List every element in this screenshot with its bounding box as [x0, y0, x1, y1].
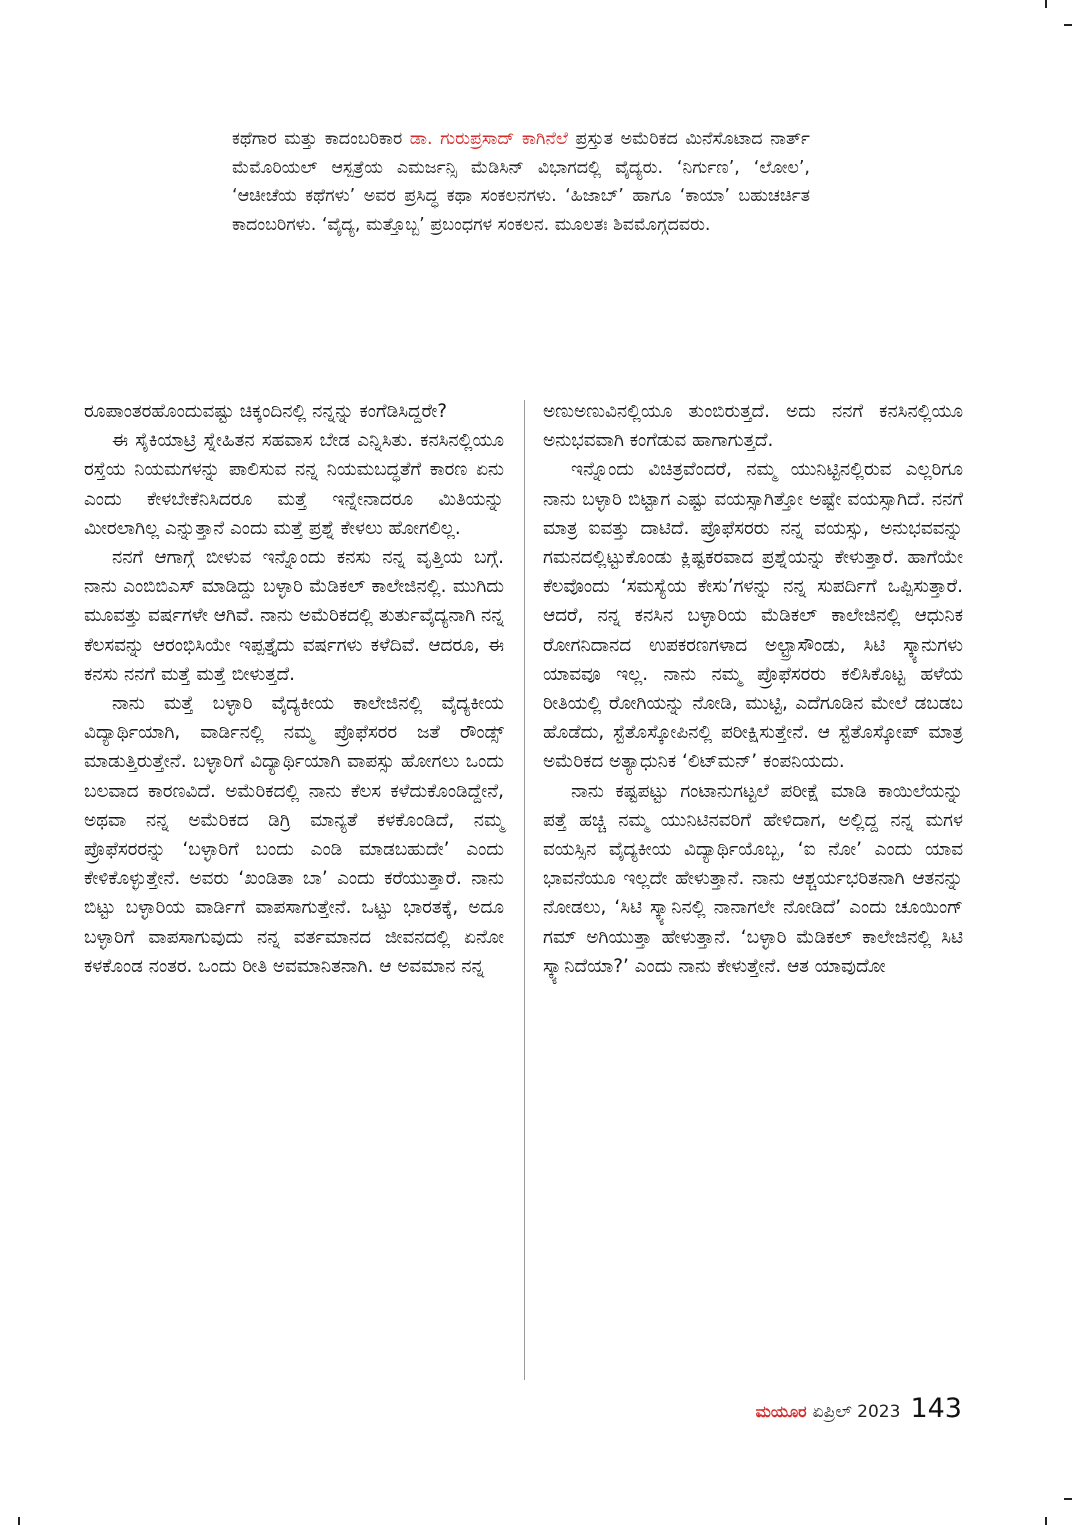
crop-mark-bottom-right — [1045, 1517, 1047, 1525]
author-name: ಡಾ. ಗುರುಪ್ರಸಾದ್ ಕಾಗಿನೆಲೆ — [409, 129, 568, 149]
page-footer — [756, 1393, 962, 1424]
issue-month: ಏಪ್ರಿಲ್ 2023 — [812, 1402, 901, 1422]
bio-details: ಪ್ರಸ್ತುತ ಅಮೆರಿಕದ ಮಿನೆಸೊಟಾದ ನಾರ್ತ್ ಮೆಮೊರಿಯಲ್ ಆಸ್ಪತ್ರೆಯ ಎಮರ್ಜನ್ಸಿ ಮೆಡಿಸಿನ್ ವಿಭಾಗದಲ್ಲಿ ವೈದ್ಯರು. ‘ನಿರ್ಗುಣ’, ‘ಲೋಲ’, ‘ಆಚೀಚೆಯ ಕಥೆಗಳು’ ಅವರ ಪ್ರಸಿದ್ಧ ಕಥಾ ಸಂಕಲನಗಳು. ‘ಹಿಜಾಬ್’ ಹಾಗೂ ‘ಕಾಯಾ’ ಬಹುಚರ್ಚಿತ ಕಾದಂಬರಿಗಳು. ‘ವೈದ್ಯ, ಮತ್ತೊಬ್ಬ’ ಪ್ರಬಂಧಗಳ ಸಂಕಲನ. ಮೂಲತಃ ಶಿವಮೊಗ್ಗದವರು. — [232, 129, 810, 235]
column-divider — [524, 400, 525, 1380]
paragraph: ಇನ್ನೊಂದು ವಿಚಿತ್ರವೆಂದರೆ, ನಮ್ಮ ಯುನಿಟ್ಟಿನಲ್ಲಿರುವ ಎಲ್ಲರಿಗೂ ನಾನು ಬಳ್ಳಾರಿ ಬಿಟ್ಟಾಗ ಎಷ್ಟು ವಯಸ್ಸಾಗಿತ್ತೋ ಅಷ್ಟೇ ವಯಸ್ಸಾಗಿದೆ. ನನಗೆ ಮಾತ್ರ ಐವತ್ತು ದಾಟಿದೆ. ಪ್ರೊಫೆಸರರು ನನ್ನ ವಯಸ್ಸು, ಅನುಭವವನ್ನು ಗಮನದಲ್ಲಿಟ್ಟುಕೊಂಡು ಕ್ಲಿಷ್ಟಕರವಾದ ಪ್ರಶ್ನೆಯನ್ನು ಕೇಳುತ್ತಾರೆ. ಹಾಗೆಯೇ ಕೆಲವೊಂದು ‘ಸಮಸ್ಯೆಯ ಕೇಸು’ಗಳನ್ನು ನನ್ನ ಸುಪರ್ದಿಗೆ ಒಪ್ಪಿಸುತ್ತಾರೆ. ಆದರೆ, ನನ್ನ ಕನಸಿನ ಬಳ್ಳಾರಿಯ ಮೆಡಿಕಲ್ ಕಾಲೇಜಿನಲ್ಲಿ ಆಧುನಿಕ ರೋಗನಿದಾನದ ಉಪಕರಣಗಳಾದ ಅಲ್ಟ್ರಾಸೌಂಡು, ಸಿಟಿ ಸ್ಕ್ಯಾನುಗಳು ಯಾವವೂ ಇಲ್ಲ. ನಾನು ನಮ್ಮ ಪ್ರೊಫೆಸರರು ಕಲಿಸಿಕೊಟ್ಟ ಹಳೆಯ ರೀತಿಯಲ್ಲಿ ರೋಗಿಯನ್ನು ನೋಡಿ, ಮುಟ್ಟಿ, ಎದೆಗೂಡಿನ ಮೇಲೆ ಡಬಡಬ ಹೊಡೆದು, ಸ್ಟೆತೊಸ್ಕೋಪಿನಲ್ಲಿ ಪರೀಕ್ಷಿಸುತ್ತೇನೆ. ಆ ಸ್ಟೆತೊಸ್ಕೋಪ್ ಮಾತ್ರ ಅಮೆರಿಕದ ಅತ್ಯಾಧುನಿಕ ‘ಲಿಟ್‌ಮನ್’ ಕಂಪನಿಯದು. — [543, 459, 963, 773]
paragraph: ರೂಪಾಂತರಹೊಂದುವಷ್ಟು ಚಿಕ್ಕಂದಿನಲ್ಲಿ ನನ್ನನ್ನು ಕಂಗೆಡಿಸಿದ್ದರೇ? — [84, 401, 448, 422]
crop-mark-right-upper — [1064, 24, 1072, 26]
bio-intro: ಕಥೆಗಾರ ಮತ್ತು ಕಾದಂಬರಿಕಾರ — [232, 129, 410, 149]
crop-mark-right-lower — [1064, 1498, 1072, 1500]
paragraph: ನಾನು ಕಷ್ಟಪಟ್ಟು ಗಂಟಾನುಗಟ್ಟಲೆ ಪರೀಕ್ಷೆ ಮಾಡಿ ಕಾಯಿಲೆಯನ್ನು ಪತ್ತೆ ಹಚ್ಚಿ ನಮ್ಮ ಯುನಿಟಿನವರಿಗೆ ಹೇಳಿದಾಗ, ಅಲ್ಲಿದ್ದ ನನ್ನ ಮಗಳ ವಯಸ್ಸಿನ ವೈದ್ಯಕೀಯ ವಿದ್ಯಾರ್ಥಿಯೊಬ್ಬ, ‘ಐ ನೋ’ ಎಂದು ಯಾವ ಭಾವನೆಯೂ ಇಲ್ಲದೇ ಹೇಳುತ್ತಾನೆ. ನಾನು ಆಶ್ಚರ್ಯಭರಿತನಾಗಿ ಆತನನ್ನು ನೋಡಲು, ‘ಸಿಟಿ ಸ್ಕ್ಯಾನಿನಲ್ಲಿ ನಾನಾಗಲೇ ನೋಡಿದೆ’ ಎಂದು ಚೂಯಿಂಗ್ ಗಮ್ ಅಗಿಯುತ್ತಾ ಹೇಳುತ್ತಾನೆ. ‘ಬಳ್ಳಾರಿ ಮೆಡಿಕಲ್ ಕಾಲೇಜಿನಲ್ಲಿ ಸಿಟಿ ಸ್ಕ್ಯಾನಿದೆಯಾ?’ ಎಂದು ನಾನು ಕೇಳುತ್ತೇನೆ. ಆತ ಯಾವುದೋ — [543, 780, 963, 977]
crop-mark-top-right — [1045, 0, 1047, 8]
left-column — [84, 397, 504, 981]
paragraph: ನನಗೆ ಆಗಾಗ್ಗೆ ಬೀಳುವ ಇನ್ನೊಂದು ಕನಸು ನನ್ನ ವೃತ್ತಿಯ ಬಗ್ಗೆ. ನಾನು ಎಂಬಿಬಿಎಸ್ ಮಾಡಿದ್ದು ಬಳ್ಳಾರಿ ಮೆಡಿಕಲ್ ಕಾಲೇಜಿನಲ್ಲಿ. ಮುಗಿದು ಮೂವತ್ತು ವರ್ಷಗಳೇ ಆಗಿವೆ. ನಾನು ಅಮೆರಿಕದಲ್ಲಿ ತುರ್ತುವೈದ್ಯನಾಗಿ ನನ್ನ ಕೆಲಸವನ್ನು ಆರಂಭಿಸಿಯೇ ಇಪ್ಪತ್ತೈದು ವರ್ಷಗಳು ಕಳೆದಿವೆ. ಆದರೂ, ಈ ಕನಸು ನನಗೆ ಮತ್ತೆ ಮತ್ತೆ ಬೀಳುತ್ತದೆ. — [84, 547, 504, 685]
page-number: 143 — [910, 1393, 962, 1424]
right-column — [543, 397, 963, 981]
author-bio — [232, 125, 810, 239]
magazine-logo: ಮಯೂರ — [755, 1402, 807, 1421]
paragraph: ಅಣುಅಣುವಿನಲ್ಲಿಯೂ ತುಂಬಿರುತ್ತದೆ. ಅದು ನನಗೆ ಕನಸಿನಲ್ಲಿಯೂ ಅನುಭವವಾಗಿ ಕಂಗೆಡುವ ಹಾಗಾಗುತ್ತದೆ. — [543, 401, 963, 452]
crop-mark-bottom-left — [18, 1517, 20, 1525]
paragraph: ಈ ಸೈಕಿಯಾಟ್ರಿ ಸ್ನೇಹಿತನ ಸಹವಾಸ ಬೇಡ ಎನ್ನಿಸಿತು. ಕನಸಿನಲ್ಲಿಯೂ ರಸ್ತೆಯ ನಿಯಮಗಳನ್ನು ಪಾಲಿಸುವ ನನ್ನ ನಿಯಮಬದ್ಧತೆಗೆ ಕಾರಣ ಏನು ಎಂದು ಕೇಳಬೇಕೆನಿಸಿದರೂ ಮತ್ತೆ ಇನ್ನೇನಾದರೂ ಮಿತಿಯನ್ನು ಮೀರಲಾಗಿಲ್ಲ ಎನ್ನುತ್ತಾನೆ ಎಂದು ಮತ್ತೆ ಪ್ರಶ್ನೆ ಕೇಳಲು ಹೋಗಲಿಲ್ಲ. — [84, 430, 504, 539]
paragraph: ನಾನು ಮತ್ತೆ ಬಳ್ಳಾರಿ ವೈದ್ಯಕೀಯ ಕಾಲೇಜಿನಲ್ಲಿ ವೈದ್ಯಕೀಯ ವಿದ್ಯಾರ್ಥಿಯಾಗಿ, ವಾರ್ಡಿನಲ್ಲಿ ನಮ್ಮ ಪ್ರೊಫೆಸರರ ಜತೆ ರೌಂಡ್ಸ್ ಮಾಡುತ್ತಿರುತ್ತೇನೆ. ಬಳ್ಳಾರಿಗೆ ವಿದ್ಯಾರ್ಥಿಯಾಗಿ ವಾಪಸ್ಸು ಹೋಗಲು ಒಂದು ಬಲವಾದ ಕಾರಣವಿದೆ. ಅಮೆರಿಕದಲ್ಲಿ ನಾನು ಕೆಲಸ ಕಳೆದುಕೊಂಡಿದ್ದೇನೆ, ಅಥವಾ ನನ್ನ ಅಮೆರಿಕದ ಡಿಗ್ರಿ ಮಾನ್ಯತೆ ಕಳಕೊಂಡಿದೆ, ನಮ್ಮ ಪ್ರೊಫೆಸರರನ್ನು ‘ಬಳ್ಳಾರಿಗೆ ಬಂದು ಎಂಡಿ ಮಾಡಬಹುದೇ’ ಎಂದು ಕೇಳಿಕೊಳ್ಳುತ್ತೇನೆ. ಅವರು ‘ಖಂಡಿತಾ ಬಾ’ ಎಂದು ಕರೆಯುತ್ತಾರೆ. ನಾನು ಬಿಟ್ಟು ಬಳ್ಳಾರಿಯ ವಾರ್ಡಿಗೆ ವಾಪಸಾಗುತ್ತೇನೆ. ಒಟ್ಟು ಭಾರತಕ್ಕೆ, ಅದೂ ಬಳ್ಳಾರಿಗೆ ವಾಪಸಾಗುವುದು ನನ್ನ ವರ್ತಮಾನದ ಜೀವನದಲ್ಲಿ ಏನೋ ಕಳಕೊಂಡ ನಂತರ. ಒಂದು ರೀತಿ ಅವಮಾನಿತನಾಗಿ. ಆ ಅವಮಾನ ನನ್ನ — [84, 693, 504, 977]
